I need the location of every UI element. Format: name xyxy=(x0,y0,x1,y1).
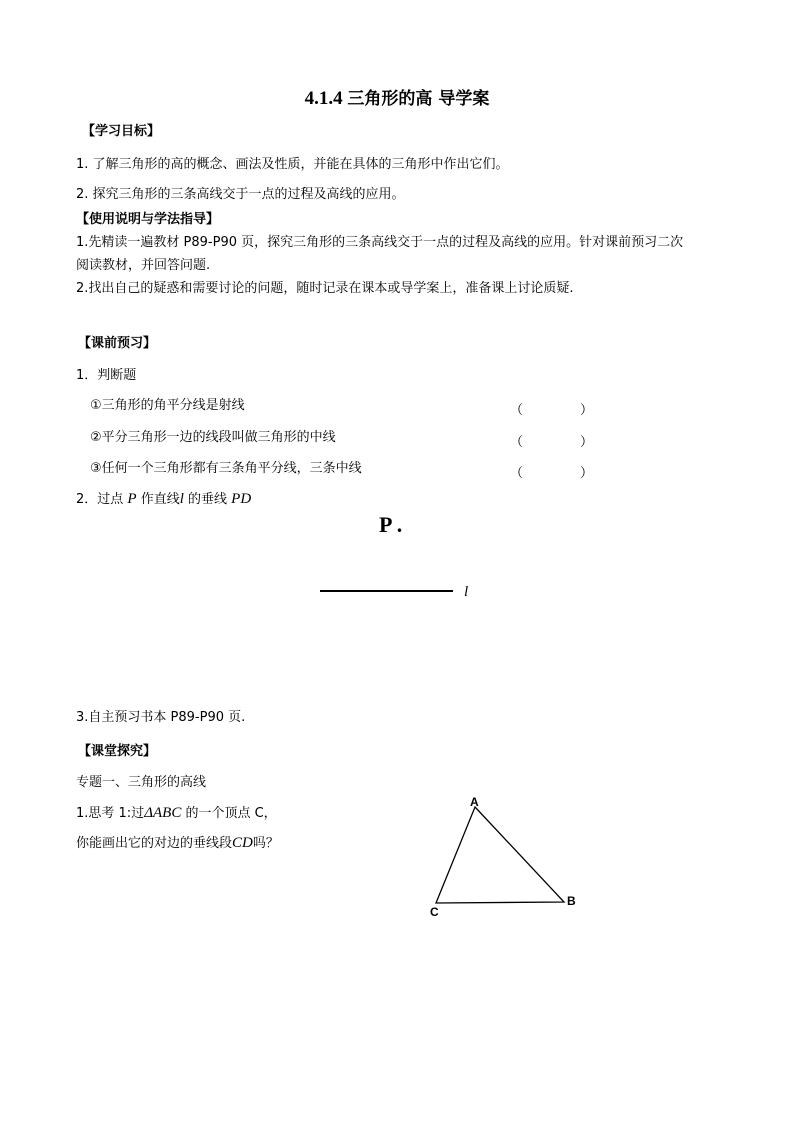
point-p-symbol: P xyxy=(127,491,137,507)
triangle-abc-figure xyxy=(420,790,590,925)
think-1-prefix: 1.思考 1:过 xyxy=(76,806,145,821)
line-l-label: l xyxy=(464,584,469,600)
title-number: 4.1.4 xyxy=(304,88,343,109)
question-3: 3.自主预习书本 P89-P90 页. xyxy=(76,710,246,725)
segment-cd-symbol: CD xyxy=(232,835,253,851)
segment-pd-symbol: PD xyxy=(231,491,252,507)
answer-paren-open-2: （ xyxy=(510,435,524,450)
question-2-prefix: 2．过点 xyxy=(76,492,128,507)
think-1-line-2-suffix: 吗？ xyxy=(252,836,279,851)
instruction-item-2: 2.找出自己的疑惑和需要讨论的问题，随时记录在课本或导学案上，准备课上讨论质疑. xyxy=(76,281,574,296)
question-2-mid-2: 的垂线 xyxy=(183,492,232,507)
think-1-line-1 xyxy=(76,806,277,821)
page-title xyxy=(0,89,794,108)
think-1-line-2 xyxy=(76,836,279,851)
answer-paren-open-1: （ xyxy=(510,403,524,418)
think-1-line-2-prefix: 你能画出它的对边的垂线段 xyxy=(76,836,233,851)
instruction-item-1-line-2: 阅读教材，并回答问题. xyxy=(76,258,211,273)
vertex-a-label: A xyxy=(470,795,479,809)
preview-heading: 【课前预习】 xyxy=(78,336,157,351)
answer-paren-close-2: ） xyxy=(580,435,594,450)
answer-paren-close-3: ） xyxy=(580,466,594,481)
line-l-symbol: l xyxy=(179,491,184,507)
objectives-heading: 【学习目标】 xyxy=(82,124,161,139)
triangle-abc-symbol: ΔABC xyxy=(144,805,182,821)
question-2 xyxy=(76,492,251,507)
instructions-heading: 【使用说明与学法指导】 xyxy=(76,212,220,227)
question-1-title: 1．判断题 xyxy=(76,368,137,383)
statement-2: ②平分三角形一边的线段叫做三角形的中线 xyxy=(90,430,336,445)
vertex-c-label: C xyxy=(430,905,439,919)
objective-item-1: 1. 了解三角形的高的概念、画法及性质，并能在具体的三角形中作出它们。 xyxy=(76,157,509,172)
line-l-figure xyxy=(310,580,490,604)
explore-heading: 【课堂探究】 xyxy=(78,744,157,759)
objective-item-2: 2. 探究三角形的三条高线交于一点的过程及高线的应用。 xyxy=(76,187,405,202)
vertex-b-label: B xyxy=(567,894,576,908)
point-p-label: P . xyxy=(379,512,403,537)
title-text: 三角形的高 导学案 xyxy=(347,89,490,109)
question-2-mid-1: 作直线 xyxy=(136,492,180,507)
topic-heading: 专题一、三角形的高线 xyxy=(76,775,207,790)
think-1-suffix: 的一个顶点 C， xyxy=(181,806,277,821)
statement-1: ①三角形的角平分线是射线 xyxy=(90,398,245,413)
answer-paren-open-3: （ xyxy=(510,466,524,481)
triangle-abc xyxy=(436,807,564,903)
answer-paren-close-1: ） xyxy=(580,403,594,418)
statement-3: ③任何一个三角形都有三条角平分线，三条中线 xyxy=(90,461,362,476)
instruction-item-1-line-1: 1.先精读一遍教材 P89-P90 页，探究三角形的三条高线交于一点的过程及高线的应用。针对课前预习二次 xyxy=(76,235,684,250)
